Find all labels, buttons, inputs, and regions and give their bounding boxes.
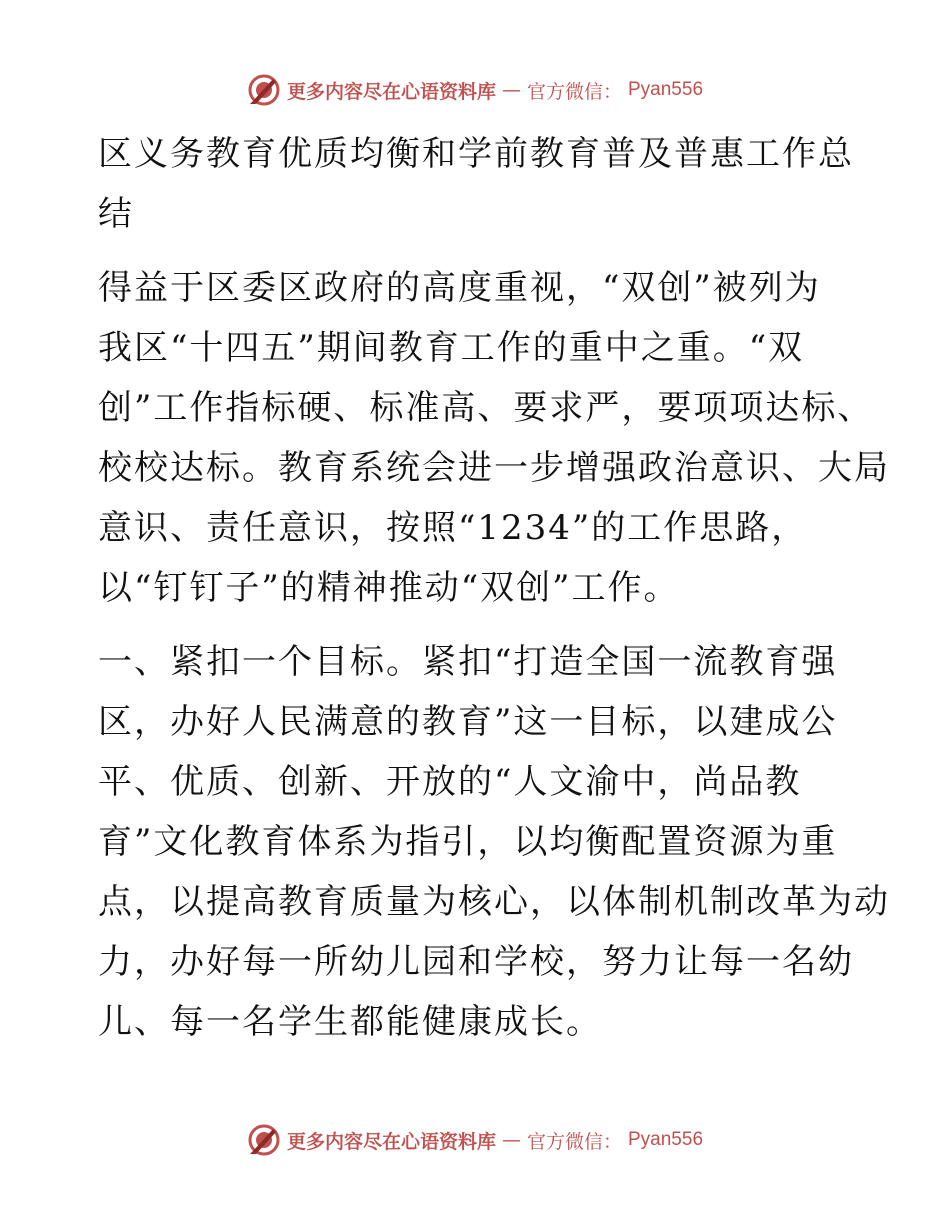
paragraph-line: 创”工作指标硬、标准高、要求严，要项项达标、 (98, 388, 874, 428)
paragraph-line: 儿、每一名学生都能健康成长。 (98, 1002, 602, 1042)
paragraph-1 (98, 258, 890, 618)
paragraph-line: 一、紧扣一个目标。紧扣“打造全国一流教育强 (98, 642, 838, 682)
watermark-wechat-label: 官方微信： (526, 1130, 622, 1153)
paragraph-line: 校校达标。教育系统会进一步增强政治意识、大局 (98, 448, 890, 488)
title-line: 区义务教育优质均衡和学前教育普及普惠工作总 (98, 134, 854, 174)
paragraph-line: 区，办好人民满意的教育”这一目标，以建成公 (98, 702, 838, 742)
header-watermark (0, 70, 950, 110)
watermark-site-text: 更多内容尽在心语资料库 (286, 1130, 496, 1153)
document-body (98, 124, 890, 1052)
paragraph-line: 意识、责任意识，按照“1234”的工作思路， (98, 508, 808, 548)
paragraph-line: 点，以提高教育质量为核心，以体制机制改革为动 (98, 882, 890, 922)
paragraph-line: 力，办好每一所幼儿园和学校，努力让每一名幼 (98, 942, 854, 982)
pen-logo-icon (247, 1123, 281, 1157)
pen-logo-icon (247, 73, 281, 107)
paragraph-line: 我区“十四五”期间教育工作的重中之重。“双 (98, 328, 805, 368)
title-line: 结 (98, 194, 134, 234)
paragraph-line: 平、优质、创新、开放的“人文渝中，尚品教 (98, 762, 802, 802)
watermark-wechat-id: Pyan556 (628, 79, 704, 100)
paragraph-line: 育”文化教育体系为指引，以均衡配置资源为重 (98, 822, 838, 862)
watermark-site-text: 更多内容尽在心语资料库 (286, 80, 496, 103)
paragraph-line: 得益于区委区政府的高度重视，“双创”被列为 (98, 268, 821, 308)
watermark-dash: — (501, 1129, 521, 1151)
document-title (98, 124, 858, 244)
paragraph-2 (98, 632, 890, 1052)
watermark-wechat-label: 官方微信： (526, 80, 622, 103)
watermark-wechat-id: Pyan556 (628, 1129, 704, 1150)
footer-watermark (0, 1120, 950, 1160)
watermark-dash: — (501, 79, 521, 101)
paragraph-line: 以“钉钉子”的精神推动“双创”工作。 (98, 568, 680, 608)
